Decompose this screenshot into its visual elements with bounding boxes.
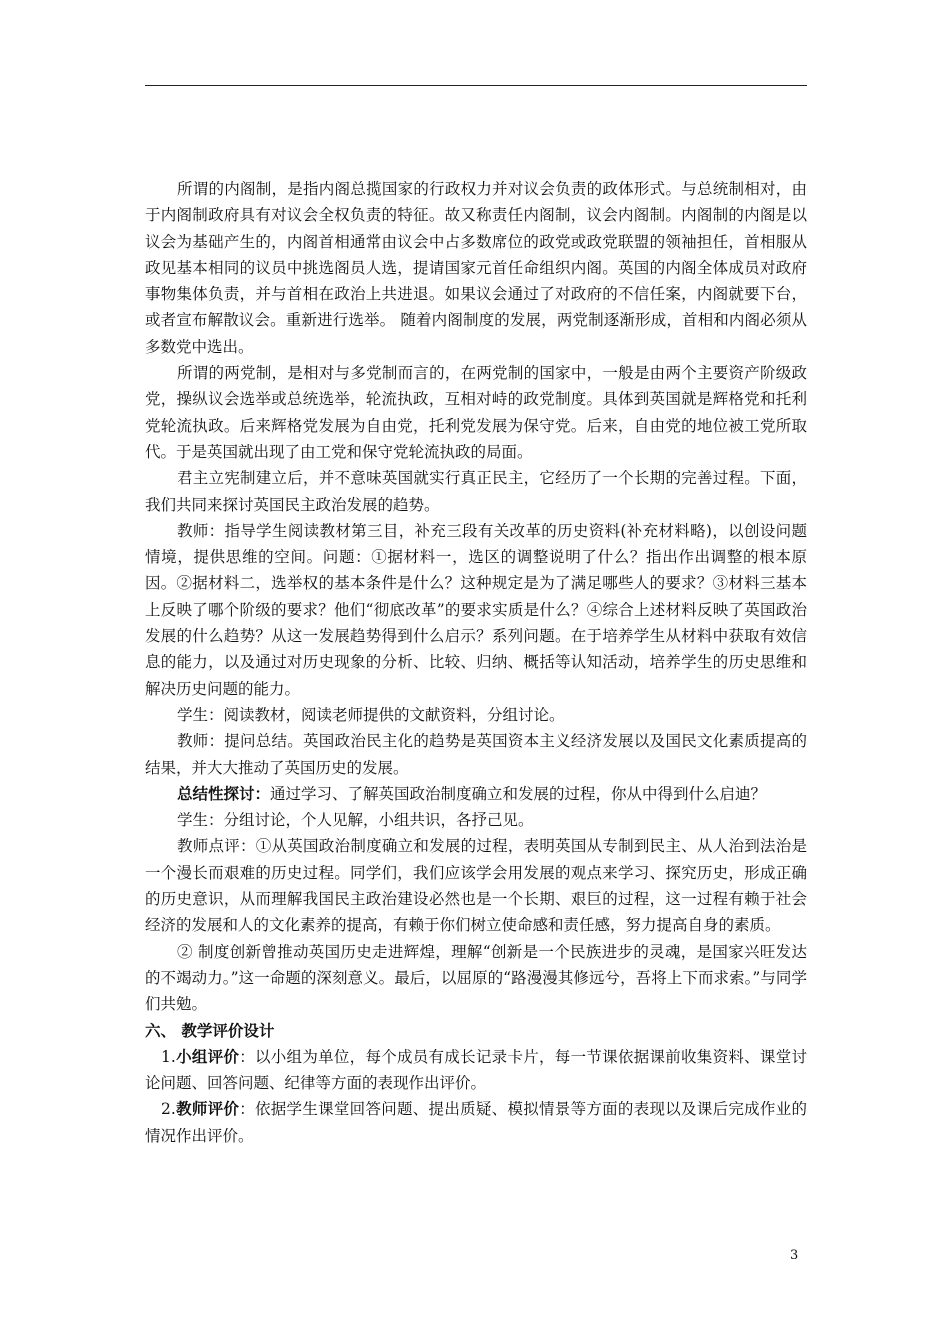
paragraph-cabinet-system: 所谓的内阁制，是指内阁总揽国家的行政权力并对议会负责的政体形式。与总统制相对，由于内阁制政府具有对议会全权负责的特征。故又称责任内阁制，议会内阁制。内阁制的内阁是以议会为基础产生的，内阁首相通常由议会中占多数席位的政党或政党联盟的领袖担任，首相服从政见基本相同的议员中挑选阁员人选，提请国家元首任命组织内阁。英国的内阁全体成员对政府事物集体负责，并与首相在政治上共进退。如果议会通过了对政府的不信任案，内阁就要下台，或者宣布解散议会。重新进行选举。 随着内阁制度的发展，两党制逐渐形成，首相和内阁必须从多数党中选出。 [145,180,807,356]
section-heading-evaluation: 六、 教学评价设计 [145,1020,275,1040]
item-text: ：依据学生课堂回答问题、提出质疑、模拟情景等方面的表现以及课后完成作业的情况作出评价。 [145,1100,807,1145]
paragraph-teacher-summary: 教师：提问总结。英国政治民主化的趋势是英国资本主义经济发展以及国民文化素质提高的结果，并大大推动了英国历史的发展。 [145,732,807,777]
evaluation-item-group [145,1044,807,1097]
item-label: 教师评价 [175,1099,240,1119]
paragraph-teacher-guidance: 教师：指导学生阅读教材第三目，补充三段有关改革的历史资料(补充材料略)，以创设问题情境，提供思维的空间。问题：①据材料一，选区的调整说明了什么？指出作出调整的根本原因。②据材料二，选举权的基本条件是什么？这种规定是为了满足哪些人的要求？③材料三基本上反映了哪个阶级的要求？他们“彻底改革”的要求实质是什么？④综合上述材料反映了英国政治发展的什么趋势？从这一发展趋势得到什么启示？系列问题。在于培养学生从材料中获取有效信息的能力，以及通过对历史现象的分析、比较、归纳、概括等认知活动，培养学生的历史思维和解决历史问题的能力。 [145,521,807,698]
item-label: 小组评价 [175,1046,240,1066]
evaluation-item-teacher [145,1096,807,1149]
paragraph-innovation: ② 制度创新曾推动英国历史走进辉煌，理解“创新是一个民族进步的灵魂，是国家兴旺发达的不竭动力。”这一命题的深刻意义。最后，以屈原的“路漫漫其修远兮，吾将上下而求索。”与同学们共勉。 [145,942,807,1014]
paragraph-student-reading: 学生：阅读教材，阅读老师提供的文献资料，分组讨论。 [177,705,565,724]
paragraph-student-discussion: 学生：分组讨论，个人见解，小组共识，各抒己见。 [177,811,534,830]
item-number: 1. [161,1047,176,1066]
item-number: 2. [161,1100,176,1119]
paragraph-summary-discussion [145,781,807,807]
summary-discussion-text: 通过学习、了解英国政治制度确立和发展的过程，你从中得到什么启迪？ [270,784,767,803]
summary-discussion-label: 总结性探讨： [177,783,271,803]
paragraph-two-party-system: 所谓的两党制，是相对与多党制而言的，在两党制的国家中，一般是由两个主要资产阶级政党，操纵议会选举或总统选举，轮流执政，互相对峙的政党制度。具体到英国就是辉格党和托利党轮流执政。后来辉格党发展为自由党，托利党发展为保守党。后来，自由党的地位被工党所取代。于是英国就出现了由工党和保守党轮流执政的局面。 [145,364,807,461]
item-text: ：以小组为单位，每个成员有成长记录卡片，每一节课依据课前收集资料、课堂讨论问题、回答问题、纪律等方面的表现作出评价。 [145,1047,807,1093]
paragraph-teacher-comment: 教师点评：①从英国政治制度确立和发展的过程，表明英国从专制到民主、从人治到法治是一个漫长而艰难的历史过程。同学们，我们应该学会用发展的观点来学习、探究历史，形成正确的历史意识，从而理解我国民主政治建设必然也是一个长期、艰巨的过程，这一过程有赖于社会经济的发展和人的文化素养的提高，有赖于你们树立使命感和责任感，努力提高自身的素质。 [145,837,807,935]
page-number: 3 [790,1248,799,1263]
header-rule [145,85,807,86]
paragraph-constitutional-monarchy: 君主立宪制建立后，并不意味英国就实行真正民主，它经历了一个长期的完善过程。下面，我们共同来探讨英国民主政治发展的趋势。 [145,469,807,514]
document-body [145,176,807,1149]
